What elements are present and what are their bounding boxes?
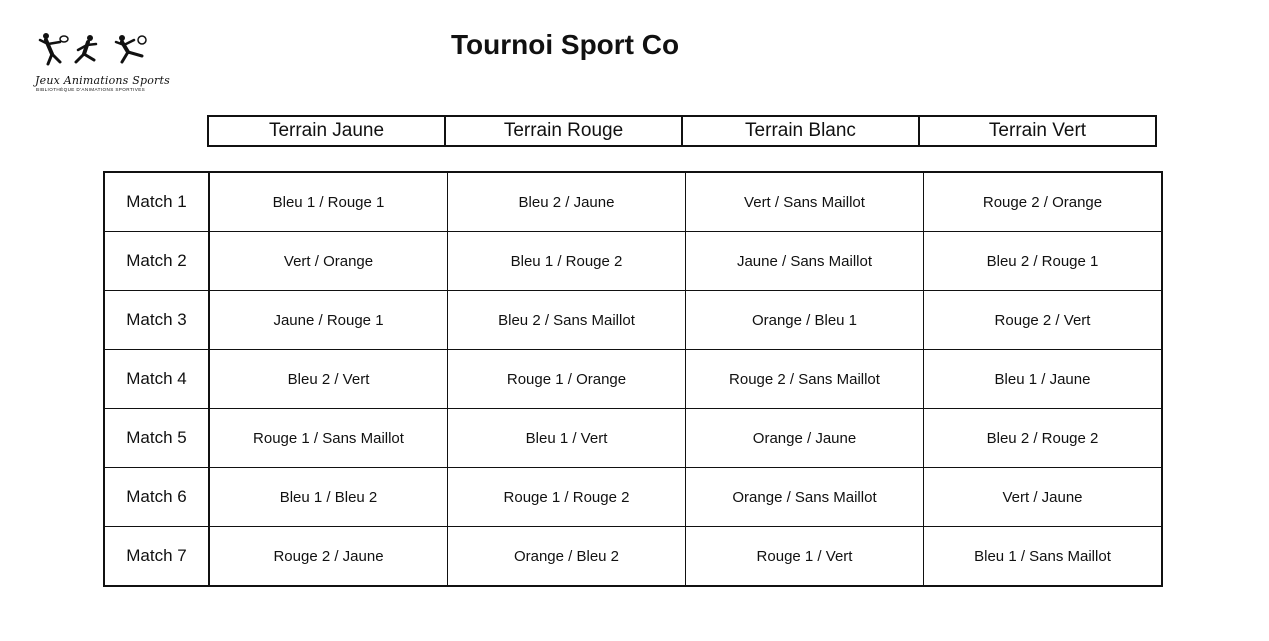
terrain-header-table <box>207 115 1157 147</box>
table-row <box>104 527 1162 587</box>
table-row <box>104 232 1162 291</box>
game-cell: Rouge 2 / Sans Maillot <box>686 350 924 409</box>
game-cell: Bleu 1 / Rouge 2 <box>448 232 686 291</box>
terrain-header-vert: Terrain Vert <box>919 116 1156 146</box>
logo-tagline: BIBLIOTHÈQUE D'ANIMATIONS SPORTIVES <box>36 87 146 92</box>
match-label: Match 6 <box>104 468 209 527</box>
match-label: Match 1 <box>104 172 209 232</box>
match-label: Match 5 <box>104 409 209 468</box>
game-cell: Orange / Sans Maillot <box>686 468 924 527</box>
game-cell: Vert / Orange <box>209 232 448 291</box>
table-row <box>104 409 1162 468</box>
game-cell: Bleu 1 / Rouge 1 <box>209 172 448 232</box>
table-row <box>104 468 1162 527</box>
game-cell: Bleu 1 / Bleu 2 <box>209 468 448 527</box>
game-cell: Bleu 1 / Jaune <box>924 350 1163 409</box>
terrain-header-rouge: Terrain Rouge <box>445 116 682 146</box>
game-cell: Orange / Bleu 1 <box>686 291 924 350</box>
game-cell: Orange / Jaune <box>686 409 924 468</box>
table-row <box>104 172 1162 232</box>
logo-name: Jeux Animations Sports <box>35 74 170 87</box>
table-row <box>104 291 1162 350</box>
terrain-header-blanc: Terrain Blanc <box>682 116 919 146</box>
athletes-logo-icon <box>30 30 160 74</box>
match-label: Match 4 <box>104 350 209 409</box>
match-schedule-table <box>103 171 1163 587</box>
game-cell: Bleu 2 / Rouge 2 <box>924 409 1163 468</box>
game-cell: Rouge 2 / Vert <box>924 291 1163 350</box>
game-cell: Rouge 1 / Orange <box>448 350 686 409</box>
game-cell: Jaune / Rouge 1 <box>209 291 448 350</box>
match-label: Match 2 <box>104 232 209 291</box>
game-cell: Bleu 1 / Vert <box>448 409 686 468</box>
game-cell: Bleu 2 / Sans Maillot <box>448 291 686 350</box>
game-cell: Bleu 2 / Jaune <box>448 172 686 232</box>
game-cell: Bleu 2 / Vert <box>209 350 448 409</box>
game-cell: Rouge 2 / Jaune <box>209 527 448 587</box>
terrain-header-row <box>208 116 1156 146</box>
game-cell: Vert / Jaune <box>924 468 1163 527</box>
logo <box>30 30 170 95</box>
match-label: Match 7 <box>104 527 209 587</box>
page-title: Tournoi Sport Co <box>451 29 680 60</box>
game-cell: Rouge 1 / Rouge 2 <box>448 468 686 527</box>
match-label: Match 3 <box>104 291 209 350</box>
table-row <box>104 350 1162 409</box>
game-cell: Bleu 2 / Rouge 1 <box>924 232 1163 291</box>
game-cell: Rouge 1 / Vert <box>686 527 924 587</box>
game-cell: Jaune / Sans Maillot <box>686 232 924 291</box>
game-cell: Rouge 2 / Orange <box>924 172 1163 232</box>
terrain-header-jaune: Terrain Jaune <box>208 116 445 146</box>
game-cell: Bleu 1 / Sans Maillot <box>924 527 1163 587</box>
game-cell: Orange / Bleu 2 <box>448 527 686 587</box>
game-cell: Rouge 1 / Sans Maillot <box>209 409 448 468</box>
game-cell: Vert / Sans Maillot <box>686 172 924 232</box>
